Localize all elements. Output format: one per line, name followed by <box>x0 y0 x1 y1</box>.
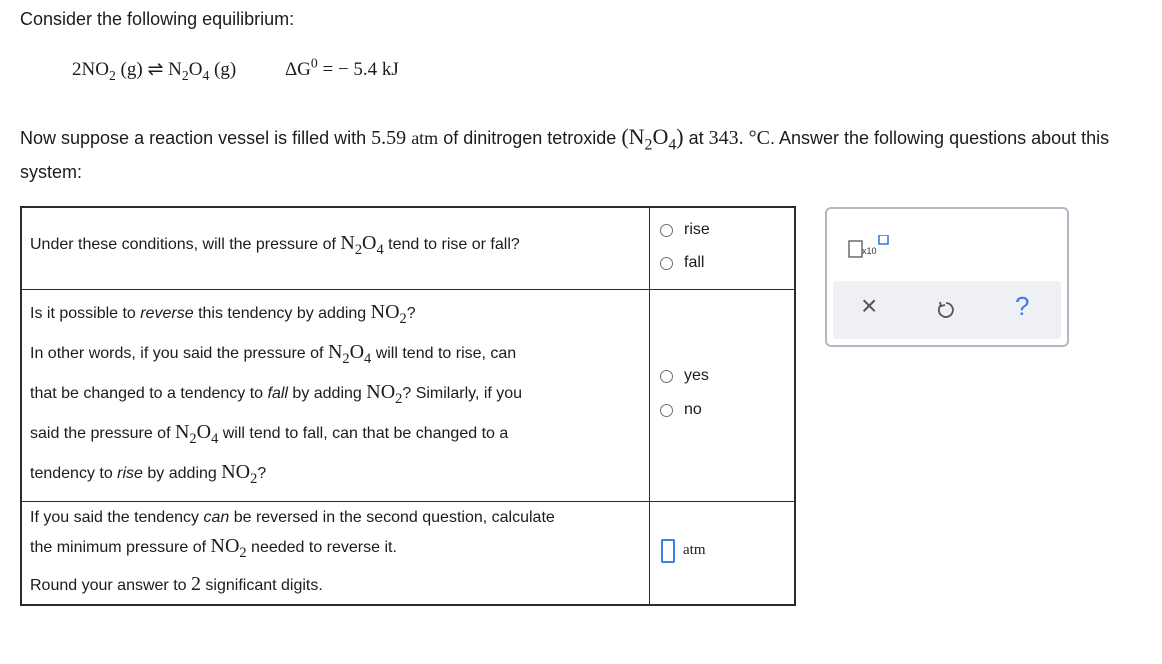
q2-l5-em: rise <box>117 465 143 482</box>
question-2-text <box>22 289 650 501</box>
radio-yes[interactable] <box>660 370 673 383</box>
question-row-3 <box>22 501 794 604</box>
toolbar <box>833 281 1061 339</box>
paren-close: ) <box>676 124 684 149</box>
option-rise[interactable] <box>660 221 710 239</box>
question-1-answers <box>650 208 794 289</box>
option-yes[interactable] <box>660 367 709 385</box>
eq-reactant-phase: (g) <box>120 59 143 80</box>
temperature-unit: °C <box>748 127 770 149</box>
q2-l4-post: will tend to fall, can that be changed to a <box>218 425 509 442</box>
q3-l1-post: be reversed in the second question, calculate <box>229 509 555 526</box>
delta-g-label <box>284 55 318 80</box>
option-yes-label: yes <box>684 367 709 384</box>
chem-no-sub: 2 <box>395 391 403 408</box>
q2-l3-em: fall <box>267 385 288 402</box>
q3-l1-em: can <box>203 509 230 526</box>
equilibrium-arrow: ⇌ <box>147 59 164 80</box>
chem-no: NO <box>366 381 396 403</box>
setup-text2: of dinitrogen tetroxide <box>438 128 622 148</box>
formula-sub2: 4 <box>668 136 677 154</box>
eq-reactant: NO <box>81 59 109 80</box>
q3-l3-post: significant digits. <box>200 577 323 594</box>
q2-l2-formula <box>327 341 372 368</box>
q3-l2-formula <box>210 535 247 562</box>
option-rise-label: rise <box>684 221 710 238</box>
eq-product-phase: (g) <box>214 59 237 80</box>
q2-line-2 <box>30 341 517 368</box>
chem-n: N <box>174 421 190 443</box>
initial-pressure: 5.59 <box>371 127 407 149</box>
q2-l4-formula <box>174 421 219 448</box>
q2-l1-pre: Is it possible to <box>30 305 141 322</box>
q2-l1-end: ? <box>406 305 416 322</box>
chem-no: NO <box>210 535 240 557</box>
q2-l1-mid: this tendency by adding <box>193 305 371 322</box>
chem-o-sub: 4 <box>364 351 372 368</box>
option-no[interactable] <box>660 401 702 419</box>
q2-l5-mid: by adding <box>142 465 222 482</box>
q2-line-4 <box>30 421 509 448</box>
chem-n: N <box>327 341 343 363</box>
q1-post: tend to rise or fall? <box>383 236 520 253</box>
setup-paragraph <box>20 120 1150 189</box>
chem-o: O <box>349 341 365 363</box>
setup-text3: at <box>683 128 709 148</box>
equilibrium-equation <box>72 55 399 83</box>
q2-l2-post: will tend to rise, can <box>371 345 517 362</box>
sig-digits-number: 2 <box>190 573 201 595</box>
chem-o: O <box>362 232 377 254</box>
chem-no-sub: 2 <box>399 311 407 328</box>
eq-product-sub2: 4 <box>202 67 210 83</box>
question-1-text <box>22 208 650 289</box>
q3-l3-pre: Round your answer to <box>30 577 191 594</box>
q3-l1-pre: If you said the tendency <box>30 509 204 526</box>
delta-g-symbol: ΔG <box>284 59 311 80</box>
q2-line-5 <box>30 461 267 488</box>
setup-text1: Now suppose a reaction vessel is filled with <box>20 128 372 148</box>
formula-sub1: 2 <box>644 136 653 154</box>
q2-l2-pre: In other words, if you said the pressure of <box>30 345 328 362</box>
chem-no: NO <box>370 301 400 323</box>
radio-rise[interactable] <box>660 224 673 237</box>
eq-product: N <box>168 59 182 80</box>
option-no-label: no <box>684 401 702 418</box>
question-3-answer <box>650 501 794 604</box>
q2-l4-pre: said the pressure of <box>30 425 175 442</box>
undo-icon[interactable] <box>936 300 956 325</box>
pressure-unit: atm <box>411 128 439 148</box>
temperature-value: 343. <box>708 127 744 149</box>
q2-l3-pre: that be changed to a tendency to <box>30 385 268 402</box>
chem-n-sub: 2 <box>342 351 350 368</box>
eq-product-sub1: 2 <box>181 67 189 83</box>
delta-g-value: = − 5.4 kJ <box>322 59 399 80</box>
q3-line-1 <box>30 509 555 527</box>
q1-pre: Under these conditions, will the pressure of <box>30 236 341 253</box>
delta-g-sup: 0 <box>310 55 318 71</box>
chem-o-sub: 4 <box>211 431 219 448</box>
q3-l2-post: needed to reverse it. <box>246 539 397 556</box>
q3-line-2 <box>30 535 397 562</box>
question-row-2 <box>22 289 794 502</box>
question-row-1 <box>22 208 794 290</box>
option-fall[interactable] <box>660 254 704 272</box>
question-3-text <box>22 501 650 604</box>
close-icon[interactable]: × <box>861 290 878 321</box>
setup-text4: . Answer the following questions about this system: <box>20 128 1110 182</box>
math-toolbox <box>825 207 1069 347</box>
paren-open: ( <box>621 124 629 149</box>
chem-o-sub: 4 <box>376 242 384 259</box>
q3-l2-pre: the minimum pressure of <box>30 539 211 556</box>
help-icon[interactable]: ? <box>1015 291 1030 321</box>
answer-unit: atm <box>683 542 706 558</box>
chem-no: NO <box>221 461 251 483</box>
eq-reactant-sub: 2 <box>108 67 116 83</box>
question-2-answers <box>650 289 794 501</box>
chem-n-sub: 2 <box>354 242 363 259</box>
q1-formula <box>340 232 384 259</box>
q2-l5-formula <box>221 461 258 488</box>
q2-l1-em: reverse <box>140 305 194 322</box>
q2-l3-post: ? Similarly, if you <box>402 385 523 402</box>
q2-l5-pre: tendency to <box>30 465 118 482</box>
q3-line-3 <box>30 573 323 596</box>
q2-line-1 <box>30 301 416 328</box>
formula-n2o4 <box>621 124 684 154</box>
question-table <box>20 206 796 606</box>
q2-l1-formula <box>370 301 407 328</box>
intro-text: Consider the following equilibrium: <box>20 9 295 29</box>
eq-product-mid: O <box>188 59 203 80</box>
x10-label: x10 <box>862 246 877 256</box>
chem-o: O <box>196 421 212 443</box>
formula-n: N <box>628 124 645 149</box>
answer-input[interactable] <box>661 539 675 563</box>
chem-no-sub: 2 <box>250 471 258 488</box>
q2-l5-end: ? <box>257 465 267 482</box>
radio-fall[interactable] <box>660 257 673 270</box>
x10-button[interactable] <box>848 235 898 270</box>
eq-coef: 2 <box>72 59 82 80</box>
q2-l3-mid: by adding <box>287 385 367 402</box>
q2-l3-formula <box>366 381 403 408</box>
option-fall-label: fall <box>684 254 705 271</box>
q2-line-3 <box>30 381 523 408</box>
chem-no-sub: 2 <box>239 545 247 562</box>
formula-o: O <box>652 124 669 149</box>
chem-n-sub: 2 <box>189 431 197 448</box>
chem-n: N <box>340 232 355 254</box>
radio-no[interactable] <box>660 404 673 417</box>
